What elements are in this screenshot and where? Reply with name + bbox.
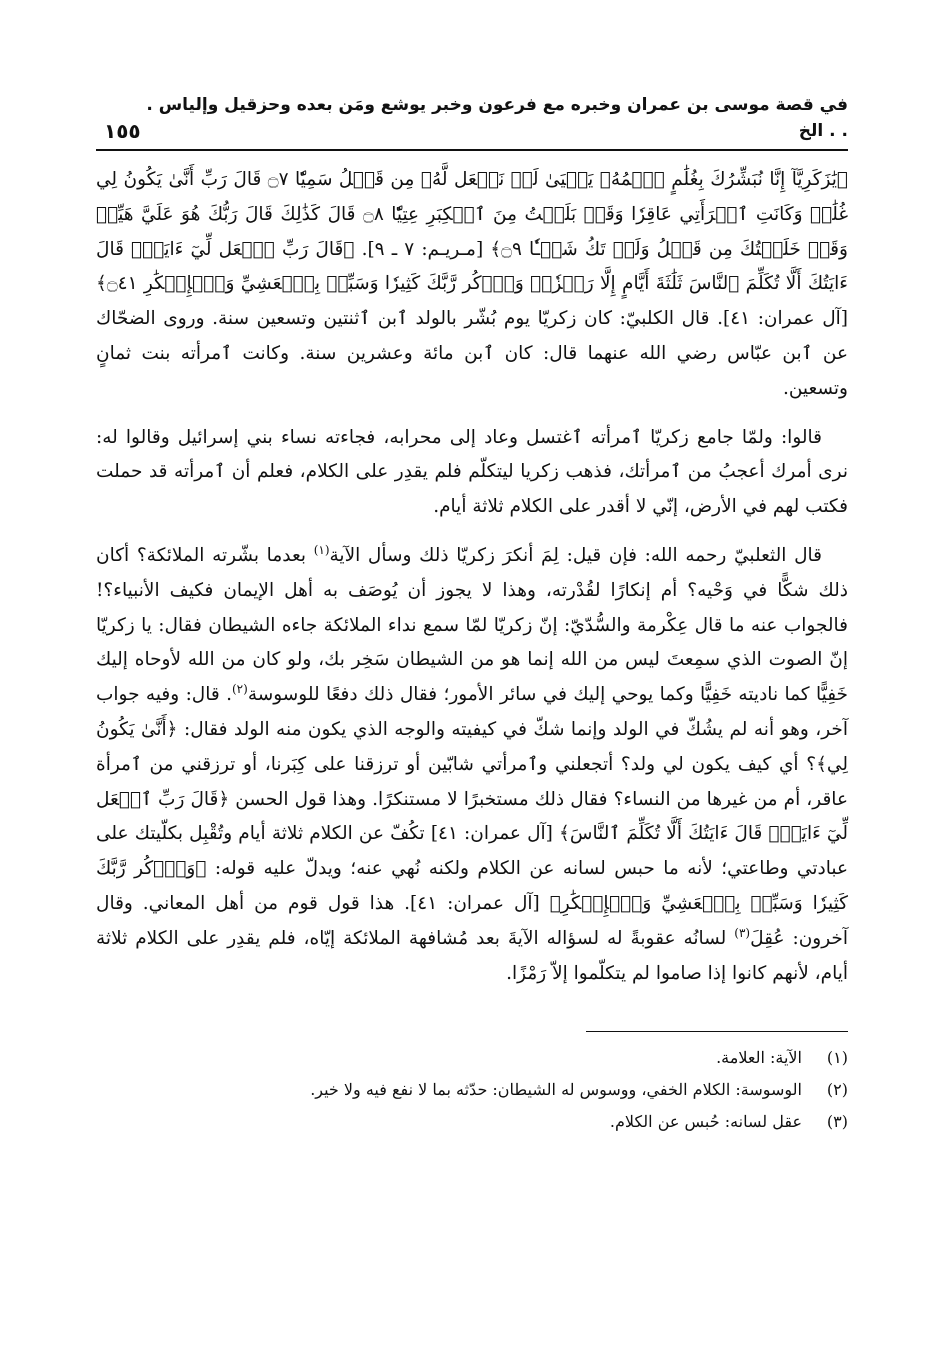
main-text (96, 163, 848, 991)
header-title: في قصة موسى بن عمران وخبره مع فرعون وخبر يوشع ومَن بعده وحزقيل وإلياس . . . الخ (146, 95, 848, 141)
paragraph-quran-verses: ﴿يَٰزَكَرِيَّآ إِنَّا نُبَشِّرُكَ بِغُلَٰمٍ ٱسۡمُهُۥ يَحۡيَىٰ لَمۡ نَجۡعَل لَّهُۥ مِن قَبۡلُ سَمِيّٗا ۝٧ قَالَ رَبِّ أَنَّىٰ يَكُونُ لِي غُلَٰمٞ وَكَانَتِ ٱمۡرَأَتِي عَاقِرٗا وَقَدۡ بَلَغۡتُ مِنَ ٱلۡكِبَرِ عِتِيّٗا ۝٨ قَالَ كَذَٰلِكَ قَالَ رَبُّكَ هُوَ عَلَيَّ هَيِّنٞ وَقَدۡ خَلَقۡتُكَ مِن قَبۡلُ وَلَمۡ تَكُ شَيۡـٔٗا ۝٩﴾ [مـريـم: ٧ ـ ٩]. ﴿قَالَ رَبِّ ٱجۡعَل لِّيٓ ءَايَةٗۖ قَالَ ءَايَتُكَ أَلَّا تُكَلِّمَ ٱلنَّاسَ ثَلَٰثَةَ أَيَّامٍ إِلَّا رَمۡزٗاۗ وَٱذۡكُر رَّبَّكَ كَثِيرٗا وَسَبِّحۡ بِٱلۡعَشِيِّ وَٱلۡإِبۡكَٰرِ ۝٤١﴾ [آل عمران: ٤١]. قال الكلبيّ: كان زكريّا يوم بُشّر بالولد ٱبن ٱثنتين وتسعين سنة. وروى الضحّاك عن ٱبن عبّاس رضي الله عنهما قال: كان ٱبن مائة وعشرين سنة. وكانت ٱمرأته بنت ثمانٍ وتسعين. (96, 169, 849, 399)
footnote-item (96, 1106, 848, 1138)
footnote-text: الوسوسة: الكلام الخفي، ووسوس له الشيطان: حدّثه بما لا نفع فيه ولا خير. (310, 1080, 802, 1100)
paragraph-zakariya-silence: قالوا: ولمّا جامع زكريّا ٱمرأته ٱغتسل وعاد إلى محرابه، فجاءته نساء بني إسرائيل وقالوا له: نرى أمرك أعجبُ من ٱمرأتك، فذهب زكريا ليتكلّم فلم يقدِر على الكلام، فعلم أن ٱمرأته قد حملت فكتب لهم في الأرض، إنّي لا أقدر على الكلام ثلاثة أيام. (96, 426, 848, 518)
paragraph-text-part: قال الثعلبيّ رحمه الله: فإن قيل: لِمَ أنكرَ زكريّا ذلك وسأل الآية (329, 544, 822, 566)
footnote-mark-1[interactable]: (١) (313, 542, 330, 557)
footnote-number: (١) (826, 1048, 848, 1068)
paragraph-thalabi-explanation (96, 539, 848, 991)
book-page (96, 92, 848, 1138)
paragraph-text-part: لسانُه عقوبةً له لسؤاله الآيةَ بعد مُشافهة الملائكة إيّاه، فلم يقدِر على الكلام ثلاثة أيام، لأنهم كانوا إذا صاموا لم يتكلّموا إلاّ رَمْزًا. (96, 927, 848, 984)
paragraph-text-part: . قال: وفيه جواب آخر، وهو أنه لم يشُكّ في الولد وإنما شكّ في كيفيته والوجه الذي يكون منه الولد فقال: ﴿أَنَّىٰ يَكُونُ لِي﴾؟ أي كيف يكون لي ولد؟ أتجعلني وٱمرأتي شابّين أو ترزقنا على كِبَرنا، أو ترزقني من ٱمرأة عاقر، أم من غيرها من النساء؟ فقال ذلك مستخبرًا لا مستنكرًا. وهذا قول الحسن ﴿قَالَ رَبِّ ٱجۡعَل لِّيٓ ءَايَةٗۖ قَالَ ءَايَتُكَ أَلَّا تُكَلِّمَ ٱلنَّاسَ﴾ [آل عمران: ٤١] تكُفّ عن الكلام ثلاثة أيام وتُقْبِل بكلّيتك على عبادتي وطاعتي؛ لأنه ما حبس لسانه عن الكلام ولكنه نُهي عنه؛ ويدلّ عليه قوله: ﴿وَٱذۡكُر رَّبَّكَ كَثِيرٗا وَسَبِّحۡ بِٱلۡعَشِيِّ وَٱلۡإِبۡكَٰرِ﴾ [آل عمران: ٤١]. هذا قول قوم من أهل المعاني. وقال آخرون: عُقِلَ (96, 684, 848, 949)
footnotes (96, 1042, 848, 1138)
footnote-item (96, 1042, 848, 1074)
footnote-mark-2[interactable]: (٢) (231, 682, 248, 696)
footnote-mark-3[interactable]: (٣) (734, 925, 751, 940)
page-number: ١٥٥ (104, 119, 141, 143)
footnote-text: عقل لسانه: حُبس عن الكلام. (609, 1112, 802, 1132)
footnote-divider (586, 1031, 848, 1032)
footnote-text: الآية: العلامة. (716, 1048, 802, 1068)
footnote-number: (٢) (826, 1080, 848, 1100)
footnote-item (96, 1074, 848, 1106)
paragraph-text-part: بعدما بشّرته الملائكة؟ أكان ذلك شكًّا في وَحْيه؟ أم إنكارًا لقُدْرته، وهذا لا يجوز أن يُوصَف به أهل الإيمان فكيف الأنبياء؟! فالجواب عنه ما قال عِكْرمة والسُّدّيّ: إنّ زكريّا لمّا سمع نداء الملائكة جاءه الشيطان فقال: يا زكريّا إنّ الصوت الذي سمِعتَ ليس من الله إنما هو من الشيطان سَخِر بك، ولو كان من الله لأوحاه إليك خَفِيًّا كما ناديته خَفِيًّا وكما يوحي إليك في سائر الأمور؛ فقال ذلك دفعًا للوسوسة (96, 544, 848, 706)
running-header (96, 92, 848, 151)
footnote-number: (٣) (826, 1112, 848, 1132)
